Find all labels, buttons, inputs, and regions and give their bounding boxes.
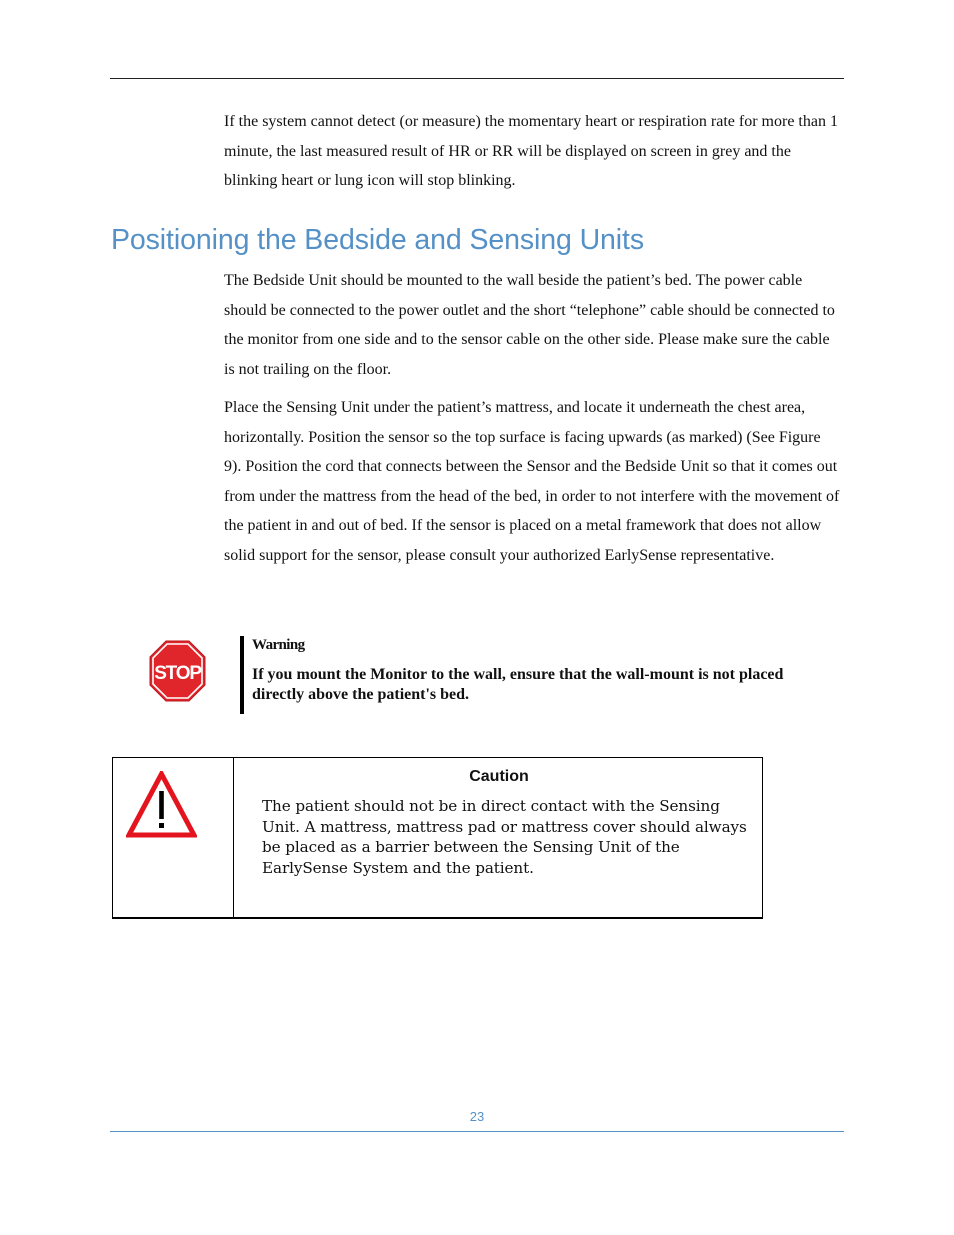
warning-bar xyxy=(240,636,244,714)
footer-rule xyxy=(110,1131,844,1132)
warning-text: If you mount the Monitor to the wall, ensure that the wall-mount is not placed directly above the patient's bed. xyxy=(252,666,784,703)
warning-title: Warning xyxy=(252,637,305,653)
page-number: 23 xyxy=(469,1109,485,1124)
caution-title: Caution xyxy=(469,768,529,785)
exclamation-triangle-icon xyxy=(126,771,197,838)
caution-box xyxy=(112,757,763,919)
stop-sign-text: STOP xyxy=(154,663,201,684)
sensing-unit-paragraph: Place the Sensing Unit under the patient’s mattress, and locate it underneath the chest area, horizontally. Position the sensor so the top surface is facing upwards (as marked) (See Figure 9). Position the cord that connects between the Sensor and the Bedside Unit so that it comes out from under the mattress from the head of the bed, in order to not interfere with the movement of the patient in and out of bed. If the sensor is placed on a metal framework that does not allow solid support for the sensor, please consult your authorized EarlySense representative. xyxy=(224,399,840,564)
bedside-unit-paragraph: The Bedside Unit should be mounted to the wall beside the patient’s bed. The power cable should be connected to the power outlet and the short “telephone” cable should be connected to the monitor from one side and to the sensor cable on the other side. Please make sure the cable is not trailing on the floor. xyxy=(224,272,835,378)
caution-text: The patient should not be in direct contact with the Sensing Unit. A mattress, mattress pad or mattress cover should always be placed as a barrier between the Sensing Unit of the EarlySense System and the patient. xyxy=(262,797,747,877)
intro-paragraph: If the system cannot detect (or measure) the momentary heart or respiration rate for more than 1 minute, the last measured result of HR or RR will be displayed on screen in grey and the blinking heart or lung icon will stop blinking. xyxy=(224,113,838,190)
stop-sign-icon xyxy=(149,640,206,702)
section-heading: Positioning the Bedside and Sensing Units xyxy=(111,224,645,256)
header-rule xyxy=(110,78,844,79)
